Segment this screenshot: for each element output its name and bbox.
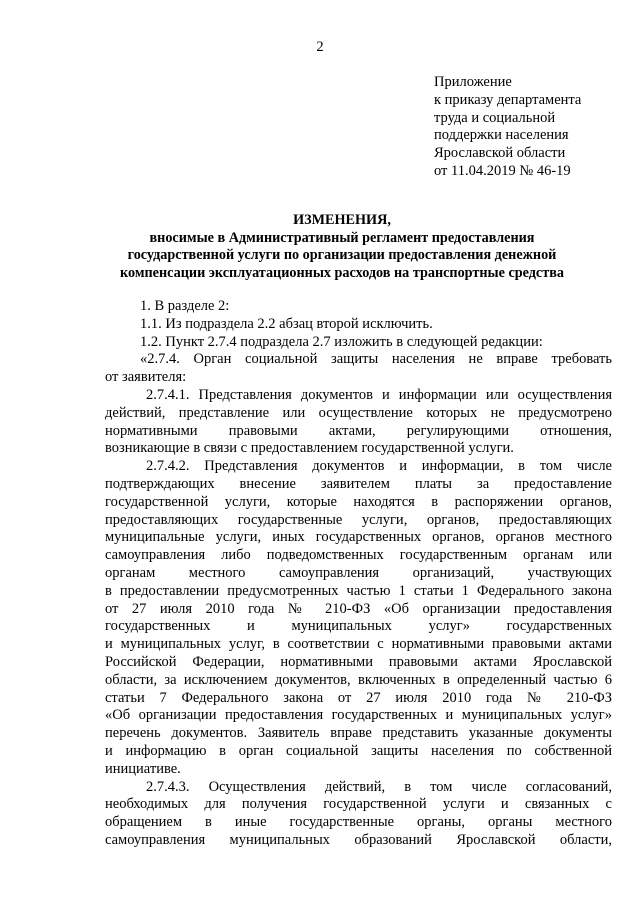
body-line: и информацию в орган социальной защиты населения по собственной	[105, 742, 612, 759]
body-line: статьи 7 Федерального закона от 27 июля 2010 года № 210-ФЗ	[105, 689, 612, 706]
body-line: инициативе.	[105, 760, 181, 777]
body-line: от заявителя:	[105, 369, 187, 386]
body-line: «2.7.4. Орган социальной защиты населения не вправе требовать	[140, 351, 612, 368]
document-title	[72, 212, 612, 282]
body-line: 1.2. Пункт 2.7.4 подраздела 2.7 изложить в следующей редакции:	[140, 333, 543, 350]
body-line: 2.7.4.3. Осуществления действий, в том числе согласований,	[146, 778, 612, 795]
appendix-line: от 11.04.2019 № 46-19	[434, 162, 571, 179]
body-line: предоставляющих государственные услуги, органов, предоставляющих	[105, 511, 612, 528]
body-line: 1. В разделе 2:	[140, 298, 230, 314]
body-line: органам местного самоуправления организаций, участвующих	[105, 564, 612, 581]
body-line: государственной услуги, которые находятся в распоряжении органов,	[105, 493, 612, 510]
body-line: «Об организации предоставления государственных и муниципальных услуг»	[105, 707, 612, 724]
body-line: самоуправления муниципальных образований Ярославской области,	[105, 831, 612, 848]
body-line: от 27 июля 2010 года № 210-ФЗ «Об организации предоставления	[105, 600, 612, 617]
body-line: нормативными правовыми актами, регулирующими отношения,	[105, 422, 612, 439]
body-line: необходимых для получения государственной услуги и связанных с	[105, 796, 612, 813]
appendix-line: Ярославской области	[434, 145, 566, 162]
body-line: области, за исключением документов, включенных в определенный частью 6	[105, 671, 612, 688]
body-line: 1.1. Из подраздела 2.2 абзац второй исключить.	[140, 315, 433, 332]
body-line: муниципальные услуги, иных государственных органов, органов местного	[105, 529, 612, 546]
title-line: государственной услуги по организации предоставления денежной	[127, 247, 557, 263]
document-body	[105, 298, 612, 850]
title-line: вносимые в Административный регламент предоставления	[149, 229, 535, 246]
body-line: возникающие в связи с предоставлением государственной услуги.	[105, 440, 514, 457]
body-line: и муниципальных услуг, в соответствии с нормативными правовыми актами	[105, 636, 612, 653]
body-line: 2.7.4.1. Представления документов и информации или осуществления	[146, 386, 612, 403]
title-heading: ИЗМЕНЕНИЯ,	[293, 212, 391, 228]
body-line: в предоставлении предусмотренных частью 1 статьи 1 Федерального закона	[105, 582, 612, 599]
appendix-line: поддержки населения	[434, 127, 569, 144]
body-line: обращением в иные государственные органы, органы местного	[105, 814, 612, 831]
appendix-block	[434, 74, 634, 181]
body-line: 2.7.4.2. Представления документов и информации, в том числе	[146, 458, 612, 475]
body-line: действий, представление или осуществление которых не предусмотрено	[105, 404, 612, 421]
title-line: компенсации эксплуатационных расходов на транспортные средства	[120, 264, 564, 281]
appendix-line: труда и социальной	[434, 109, 556, 126]
appendix-line: Приложение	[434, 74, 512, 90]
appendix-line: к приказу департамента	[434, 91, 582, 108]
page-number: 2	[316, 39, 324, 55]
body-line: перечень документов. Заявитель вправе представить указанные документы	[105, 725, 612, 742]
body-line: подтверждающих внесение заявителем платы за предоставление	[105, 475, 612, 492]
body-line: самоуправления либо подведомственных государственным органам или	[105, 547, 612, 564]
body-line: Российской Федерации, нормативными правовыми актами Ярославской	[105, 653, 612, 670]
body-line: государственных и муниципальных услуг» государственных	[105, 618, 612, 635]
